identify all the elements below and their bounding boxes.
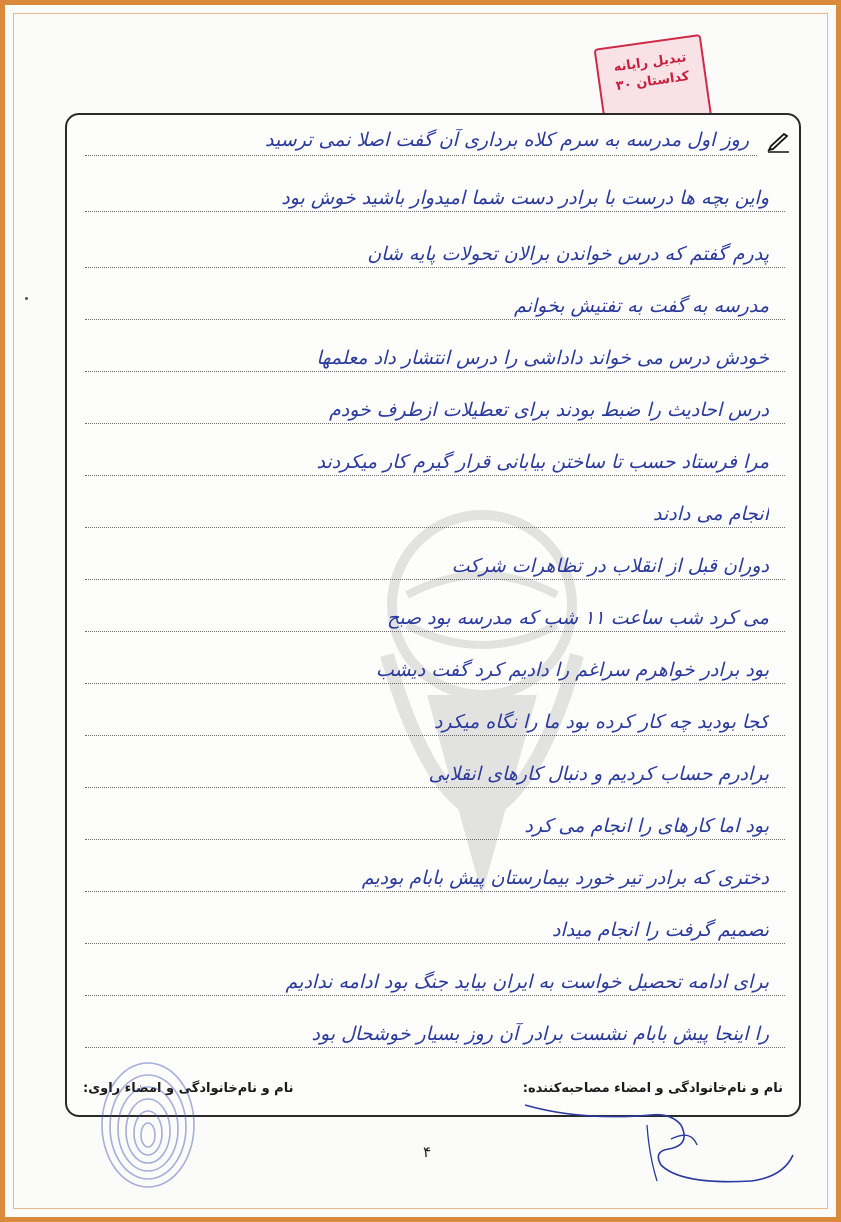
rule-line <box>85 475 785 476</box>
handwritten-line: انجام می دادند <box>653 503 769 525</box>
handwritten-line: بود اما کارهای را انجام می کرد <box>524 815 769 837</box>
rule-line <box>85 371 785 372</box>
handwritten-line: برای ادامه تحصیل خواست به ایران بیاید جنگ بود ادامه ندادیم <box>285 971 769 993</box>
handwritten-line: مرا فرستاد حسب تا ساختن بیابانی قرار گیرم کار میکردند <box>316 451 769 473</box>
rule-line <box>85 527 785 528</box>
rule-line <box>85 891 785 892</box>
handwritten-line: می کرد شب ساعت ۱۱ شب که مدرسه بود صبح <box>386 607 769 629</box>
handwritten-line: مدرسه به گفت به تفتیش بخوانم <box>513 295 769 317</box>
page-number: ۴ <box>422 1143 432 1161</box>
rule-line <box>85 735 785 736</box>
handwritten-line: دختری که برادر تیر خورد بیمارستان پیش بابام بودیم <box>361 867 769 889</box>
rule-line <box>85 943 785 944</box>
rule-line <box>85 787 785 788</box>
rule-line <box>85 631 785 632</box>
rule-line <box>85 267 785 268</box>
handwritten-line: خودش درس می خواند داداشی را درس انتشار داد معلمها <box>316 347 769 369</box>
handwritten-line: برادرم حساب کردیم و دنبال کارهای انقلابی <box>428 763 769 785</box>
margin-dot <box>25 297 28 300</box>
stamp-line-2: کداستان ۳۰ <box>614 68 691 95</box>
handwritten-line: بود برادر خواهرم سراغم را دادیم کرد گفت دیشب <box>375 659 769 681</box>
rule-line <box>85 423 785 424</box>
rule-line <box>85 1047 785 1048</box>
rule-line <box>85 579 785 580</box>
rule-line <box>85 155 757 156</box>
handwritten-signature-icon <box>521 1085 801 1195</box>
handwritten-line: تصمیم گرفت را انجام میداد <box>551 919 769 941</box>
rule-line <box>85 319 785 320</box>
handwritten-line: روز اول مدرسه به سرم کلاه برداری آن گفت اصلا نمی ترسید <box>265 129 749 151</box>
rule-line <box>85 211 785 212</box>
interviewer-signature-label: نام و نام‌خانوادگی و امضاء مصاحبه‌کننده: <box>522 1081 783 1096</box>
handwritten-line: را اینجا پیش بابام نشست برادر آن روز بسیار خوشحال بود <box>311 1023 769 1045</box>
handwritten-line: پدرم گفتم که درس خواندن برالان تحولات پایه شان <box>367 243 769 265</box>
rule-line <box>85 995 785 996</box>
handwritten-line: کجا بودید چه کار کرده بود ما را نگاه میکرد <box>433 711 769 733</box>
handwritten-line: واین بچه ها درست با برادر دست شما امیدوار باشید خوش بود <box>281 187 769 209</box>
handwritten-line: درس احادیث را ضبط بودند برای تعطیلات ازطرف خودم <box>328 399 769 421</box>
interview-sheet <box>65 113 801 1117</box>
fingerprint-mark-icon <box>93 1055 203 1195</box>
narrator-signature-label: نام و نام‌خانوادگی و امضاء راوی: <box>83 1081 294 1096</box>
stamp-line-1: تبدیل رایانه <box>612 50 688 76</box>
handwritten-line: دوران قبل از انقلاب در تظاهرات شرکت <box>451 555 769 577</box>
rule-line <box>85 839 785 840</box>
rule-line <box>85 683 785 684</box>
